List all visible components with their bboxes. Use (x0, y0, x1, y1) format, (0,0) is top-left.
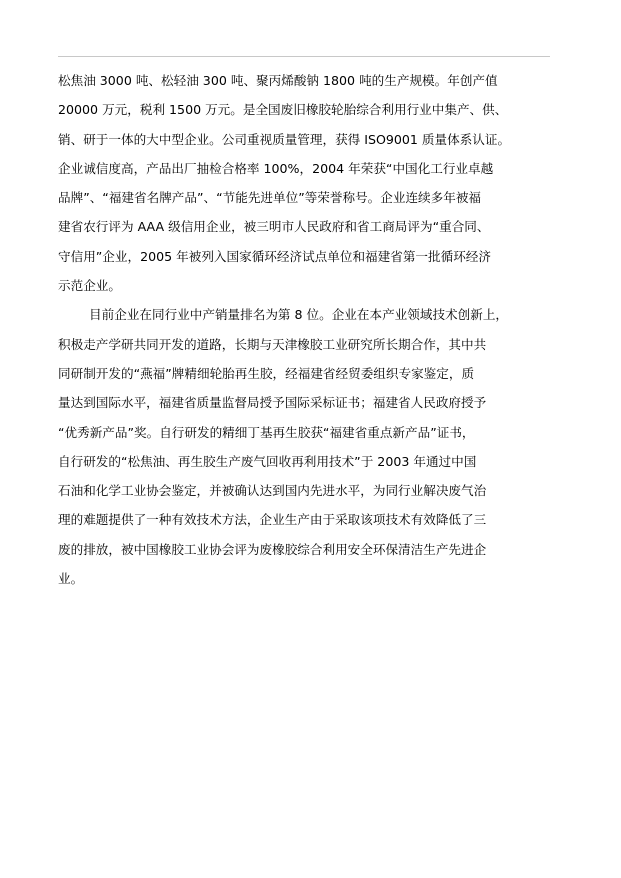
text-line: 目前企业在同行业中产销量排名为第 8 位。企业在本产业领域技术创新上， (89, 307, 509, 323)
text-line: 品牌”、“福建省名牌产品”、“节能先进单位”等荣誉称号。企业连续多年被福 (58, 190, 482, 206)
text-line: 石油和化学工业协会鉴定，并被确认达到国内先进水平，为同行业解决废气治 (58, 483, 487, 499)
text-line: “优秀新产品”奖。自行研发的精细丁基再生胶获“福建省重点新产品”证书， (58, 424, 475, 440)
text-line: 量达到国际水平，福建省质量监督局授予国际采标证书；福建省人民政府授予 (58, 395, 487, 411)
paragraph-2 (58, 300, 558, 593)
text-line: 理的难题提供了一种有效技术方法，企业生产由于采取该项技术有效降低了三 (58, 512, 487, 528)
document-body (58, 66, 558, 593)
text-line: 企业诚信度高，产品出厂抽检合格率 100%，2004 年荣获“中国化工行业卓越 (58, 160, 494, 176)
text-line: 同研制开发的“燕福”牌精细轮胎再生胶，经福建省经贸委组织专家鉴定，质 (58, 365, 475, 381)
text-line: 销、研于一体的大中型企业。公司重视质量管理，获得 ISO9001 质量体系认证。 (58, 131, 511, 147)
text-line: 20000 万元，税利 1500 万元。是全国废旧橡胶轮胎综合利用行业中集产、供、 (58, 102, 508, 118)
text-line: 业。 (58, 571, 84, 587)
text-line: 守信用”企业，2005 年被列入国家循环经济试点单位和福建省第一批循环经济 (58, 248, 491, 264)
header-rule (58, 56, 550, 57)
text-line: 自行研发的“松焦油、再生胶生产废气回收再利用技术”于 2003 年通过中国 (58, 453, 477, 469)
text-line: 废的排放，被中国橡胶工业协会评为废橡胶综合利用安全环保清洁生产先进企 (58, 541, 487, 557)
text-line: 示范企业。 (58, 278, 121, 294)
paragraph-1 (58, 66, 558, 300)
text-line: 松焦油 3000 吨、松轻油 300 吨、聚丙烯酸钠 1800 吨的生产规模。年创产值 (58, 73, 498, 88)
text-line: 建省农行评为 AAA 级信用企业，被三明市人民政府和省工商局评为“重合同、 (58, 219, 490, 235)
text-line: 积极走产学研共同开发的道路，长期与天津橡胶工业研究所长期合作，其中共 (58, 336, 487, 352)
